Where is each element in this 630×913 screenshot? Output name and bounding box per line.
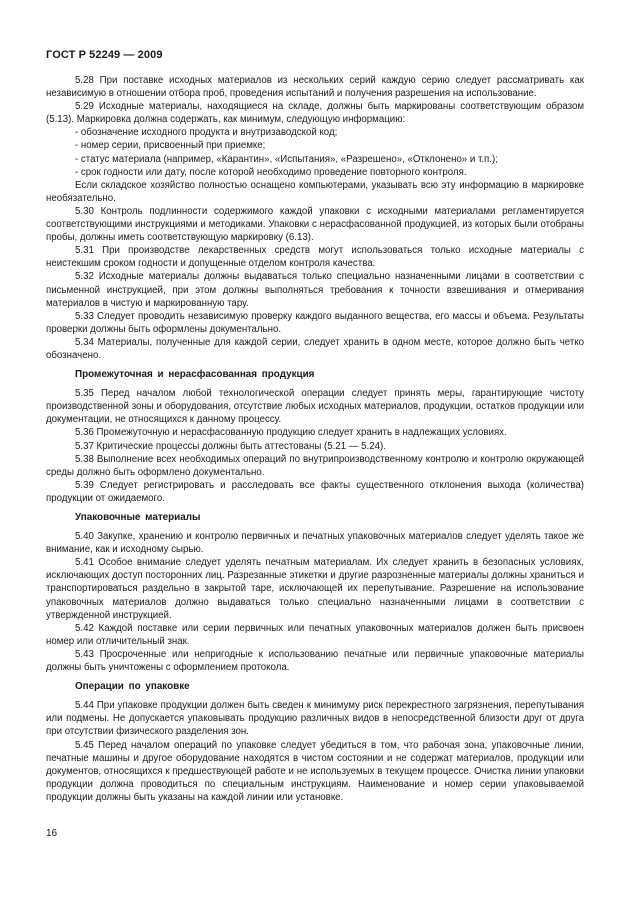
paragraph-5-33: 5.33 Следует проводить независимую проверку каждого выданного вещества, его массы и объема. Результаты проверки должны быть оформлены документально. xyxy=(46,310,584,335)
section-heading-packaging-operations: Операции по упаковке xyxy=(75,681,190,693)
paragraph-5-31: 5.31 При производстве лекарственных средств могут использоваться только исходные материалы с неистекшим сроком годности и допущенные отделом контроля качества. xyxy=(46,245,584,270)
paragraph-5-36: 5.36 Промежуточную и нерасфасованную продукцию следует хранить в надлежащих условиях. xyxy=(75,427,507,439)
paragraph-5-29: 5.29 Исходные материалы, находящиеся на складе, должны быть маркированы соответствующим образом (5.13). Маркировка должна содержать, как минимум, следующую информацию: xyxy=(46,101,584,126)
list-item: - статус материала (например, «Карантин», «Испытания», «Разрешено», «Отклонено» и т.п.); xyxy=(75,153,498,165)
paragraph-computer-note: Если складское хозяйство полностью оснащено компьютерами, указывать всю эту информацию в маркировке необязательно. xyxy=(46,179,584,204)
list-item: - номер серии, присвоенный при приемке; xyxy=(75,140,266,152)
paragraph-5-45: 5.45 Перед началом операций по упаковке следует убедиться в том, что рабочая зона, упаковочные линии, печатные машины и другое оборудование находятся в чистом состоянии и не содержат материалов, продукции или документов, относящихся к предшествующей работе и не используемых в текущем процессе. Очистка линии упаковки продукции должна проводиться по специальным инструкциям. Наименование и номер серии упаковываемой продукции должны быть указаны на каждой линии или установке. xyxy=(46,739,584,803)
paragraph-5-41: 5.41 Особое внимание следует уделять печатным материалам. Их следует хранить в безопасных условиях, исключающих доступ посторонних лиц. Разрезанные этикетки и другие разрозненные материалы должны храниться и транспортироваться раздельно в закрытой таре, исключающей их перепутывание. Разрешение на использование упаковочных материалов должно выдаваться только специально назначенными лицами в соответствии с утвержденной инструкцией. xyxy=(46,557,584,621)
paragraph-5-43: 5.43 Просроченные или непригодные к использованию печатные или первичные упаковочные материалы должны быть уничтожены с оформлением протокола. xyxy=(46,648,584,674)
paragraph-5-37: 5.37 Критические процессы должны быть аттестованы (5.21 — 5.24). xyxy=(75,440,386,452)
page-number: 16 xyxy=(46,828,58,839)
paragraph-5-28: 5.28 При поставке исходных материалов из нескольких серий каждую серию следует рассматривать как независимую в отношении отбора проб, проведения испытаний и получения разрешения на использование. xyxy=(46,75,584,100)
list-item: - обозначение исходного продукта и внутризаводской код; xyxy=(75,127,338,139)
section-heading-packaging-materials: Упаковочные материалы xyxy=(75,512,201,523)
paragraph-5-35: 5.35 Перед началом любой технологической операции следует принять меры, гарантирующие чистоту производственной зоны и оборудования, отсутствие любых исходных материалов, продукции, остатков продукции или документации, не относящихся к данному процессу. xyxy=(46,388,584,426)
document-body xyxy=(46,74,584,804)
paragraph-5-44: 5.44 При упаковке продукции должен быть сведен к минимуму риск перекрестного загрязнения, перепутывания или подмены. Не допускается упаковывать продукцию различных видов в непосредственной близости друг от друга при отсутствии физического разделения зон. xyxy=(46,700,584,738)
paragraph-5-42: 5.42 Каждой поставке или серии первичных или печатных упаковочных материалов должен быть присвоен номер или отличительный знак. xyxy=(46,622,584,647)
paragraph-5-39: 5.39 Следует регистрировать и расследовать все факты существенного отклонения выхода (количества) продукции от ожидаемого. xyxy=(46,479,584,504)
paragraph-5-38: 5.38 Выполнение всех необходимых операций по внутрипроизводственному контролю и контролю окружающей среды должно быть оформлено документально. xyxy=(46,453,584,478)
paragraph-5-30: 5.30 Контроль подлинности содержимого каждой упаковки с исходными материалами регламентируется соответствующими инструкциями и методиками. Упаковки с нерасфасованной продукцией, из которых были отобраны пробы, должны иметь соответствующую маркировку (6.13). xyxy=(46,205,584,244)
list-item: - срок годности или дату, после которой необходимо проведение повторного контроля. xyxy=(75,166,467,178)
document-header: ГОСТ Р 52249 — 2009 xyxy=(46,49,163,61)
paragraph-5-40: 5.40 Закупке, хранению и контролю первичных и печатных упаковочных материалов следует уделять такое же внимание, как и исходному сырью. xyxy=(46,531,584,556)
paragraph-5-34: 5.34 Материалы, полученные для каждой серии, следует хранить в одном месте, которое должно быть четко обозначено. xyxy=(46,336,584,361)
section-heading-intermediate: Промежуточная и нерасфасованная продукция xyxy=(75,369,315,381)
paragraph-5-32: 5.32 Исходные материалы должны выдаваться только специально назначенными лицами в соответствии с письменной инструкцией, при этом должны выполняться требования к точности взвешивания и отмеривания материалов в чистую и маркированную тару. xyxy=(46,271,584,309)
